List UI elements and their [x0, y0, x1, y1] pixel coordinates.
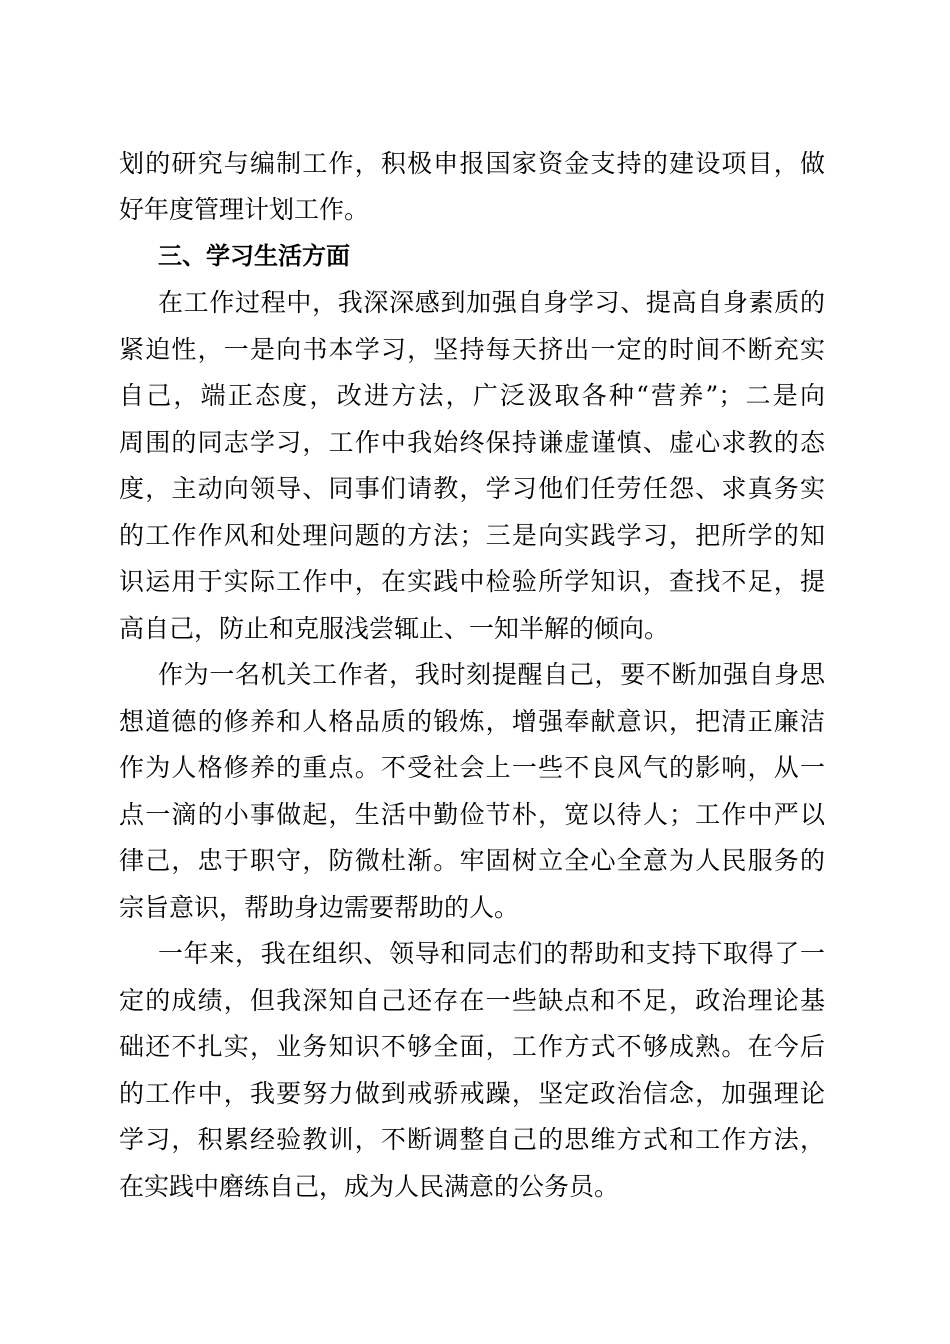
paragraph-line: 自己，端正态度，改进方法，广泛汲取各种“营养”；二是向 [119, 381, 825, 410]
paragraph-line: 划的研究与编制工作，积极申报国家资金支持的建设项目，做 [119, 149, 825, 178]
paragraph-line: 在实践中磨练自己，成为人民满意的公务员。 [119, 1172, 620, 1201]
paragraph-line: 作为一名机关工作者，我时刻提醒自己，要不断加强自身思 [158, 660, 825, 689]
section-heading: 三、学习生活方面 [158, 242, 350, 270]
paragraph-line: 础还不扎实，业务知识不够全面，工作方式不够成熟。在今后 [119, 1032, 825, 1061]
paragraph-line: 好年度管理计划工作。 [119, 195, 370, 224]
paragraph-line: 作为人格修养的重点。不受社会上一些不良风气的影响，从一 [119, 753, 825, 782]
paragraph-line: 宗旨意识，帮助身边需要帮助的人。 [119, 893, 520, 922]
paragraph-line: 的工作中，我要努力做到戒骄戒躁，坚定政治信念，加强理论 [119, 1079, 825, 1108]
paragraph-line: 度，主动向领导、同事们请教，学习他们任劳任怨、求真务实 [119, 474, 825, 503]
paragraph-line: 周围的同志学习，工作中我始终保持谦虚谨慎、虚心求教的态 [119, 428, 825, 457]
paragraph-line: 一年来，我在组织、领导和同志们的帮助和支持下取得了一 [158, 939, 825, 968]
paragraph-line: 高自己，防止和克服浅尝辄止、一知半解的倾向。 [119, 614, 670, 643]
paragraph-line: 识运用于实际工作中，在实践中检验所学知识，查找不足，提 [119, 567, 825, 596]
paragraph-line: 定的成绩，但我深知自己还存在一些缺点和不足，政治理论基 [119, 986, 825, 1015]
paragraph-line: 紧迫性，一是向书本学习，坚持每天挤出一定的时间不断充实 [119, 335, 825, 364]
paragraph-line: 想道德的修养和人格品质的锻炼，增强奉献意识，把清正廉洁 [119, 707, 825, 736]
paragraph-line: 在工作过程中，我深深感到加强自身学习、提高自身素质的 [158, 288, 825, 317]
paragraph-line: 学习，积累经验教训，不断调整自己的思维方式和工作方法， [119, 1125, 825, 1154]
paragraph-line: 的工作作风和处理问题的方法；三是向实践学习，把所学的知 [119, 521, 825, 550]
paragraph-line: 点一滴的小事做起，生活中勤俭节朴，宽以待人；工作中严以 [119, 800, 825, 829]
paragraph-line: 律己，忠于职守，防微杜渐。牢固树立全心全意为人民服务的 [119, 846, 825, 875]
